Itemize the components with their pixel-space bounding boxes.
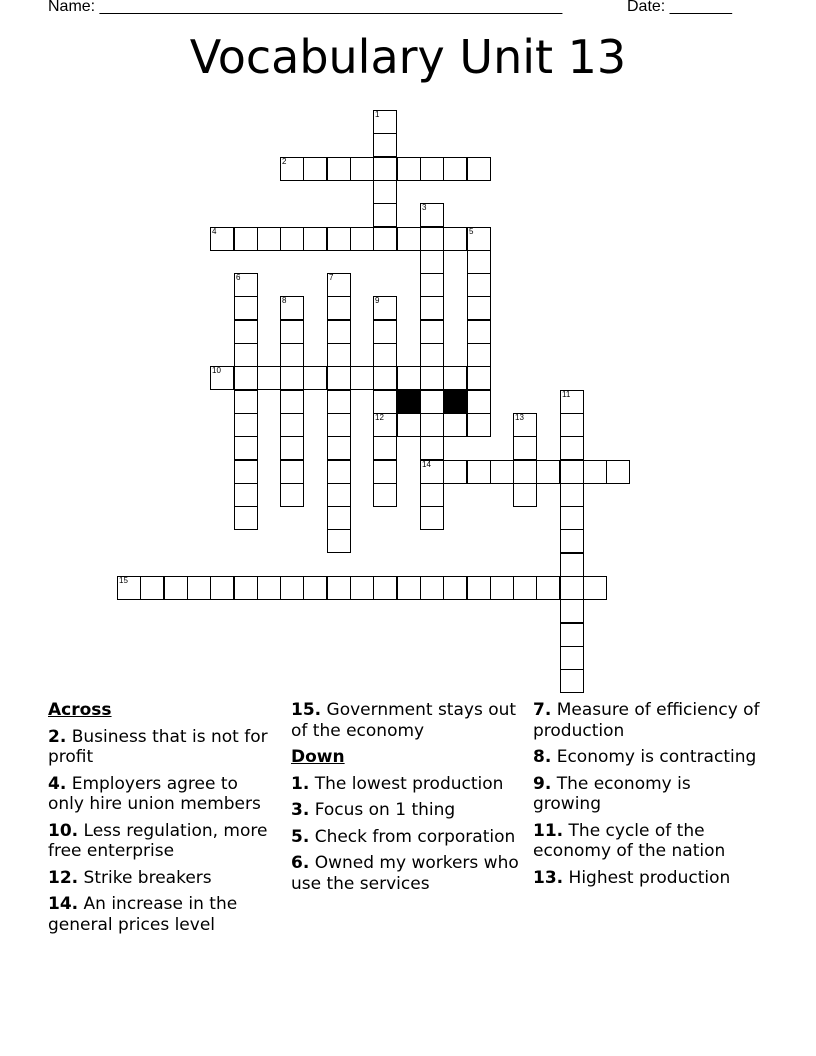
page-title: Vocabulary Unit 13 bbox=[189, 30, 627, 84]
grid-cell[interactable] bbox=[443, 413, 467, 437]
across-clue-list-continued bbox=[291, 700, 521, 741]
grid-cell[interactable] bbox=[490, 576, 514, 600]
clue-item bbox=[291, 827, 521, 848]
clue-item bbox=[48, 727, 278, 768]
grid-cell[interactable] bbox=[234, 227, 258, 251]
grid-cell[interactable] bbox=[303, 576, 327, 600]
grid-cell[interactable] bbox=[397, 157, 421, 181]
grid-cell[interactable] bbox=[280, 296, 304, 320]
grid-cell[interactable] bbox=[280, 436, 304, 460]
down-heading: Down bbox=[291, 747, 345, 767]
clues-column-1 bbox=[48, 700, 278, 941]
grid-cell[interactable] bbox=[467, 273, 491, 297]
clue-text: The economy is growing bbox=[533, 773, 691, 814]
clues-column-3 bbox=[533, 700, 763, 894]
grid-cell[interactable] bbox=[327, 296, 351, 320]
grid-cell[interactable] bbox=[420, 413, 444, 437]
grid-cell[interactable] bbox=[187, 576, 211, 600]
grid-cell[interactable] bbox=[397, 227, 421, 251]
grid-cell[interactable] bbox=[513, 413, 537, 437]
grid-cell[interactable] bbox=[373, 483, 397, 507]
grid-cell[interactable] bbox=[513, 576, 537, 600]
grid-cell[interactable] bbox=[373, 133, 397, 157]
clue-text: Strike breakers bbox=[83, 867, 212, 888]
grid-cell[interactable] bbox=[397, 576, 421, 600]
grid-cell[interactable] bbox=[420, 320, 444, 344]
clue-number: 7 bbox=[329, 273, 334, 282]
clue-number: 5 bbox=[469, 227, 474, 236]
grid-cell[interactable] bbox=[583, 576, 607, 600]
clue-text: Economy is contracting bbox=[556, 747, 757, 767]
grid-cell[interactable] bbox=[560, 576, 584, 600]
grid-cell[interactable] bbox=[467, 296, 491, 320]
grid-cell[interactable] bbox=[327, 157, 351, 181]
clue-item bbox=[533, 747, 763, 768]
grid-cell[interactable] bbox=[560, 646, 584, 670]
clue-text: Employers agree to only hire union members bbox=[48, 773, 261, 814]
grid-cell[interactable] bbox=[257, 366, 281, 390]
grid-cell[interactable] bbox=[373, 436, 397, 460]
grid-cell[interactable] bbox=[234, 390, 258, 414]
grid-cell[interactable] bbox=[327, 227, 351, 251]
clue-number-label: 2. bbox=[48, 726, 67, 747]
grid-cell[interactable] bbox=[327, 390, 351, 414]
grid-cell[interactable] bbox=[280, 227, 304, 251]
grid-cell[interactable] bbox=[443, 576, 467, 600]
grid-cell[interactable] bbox=[280, 320, 304, 344]
date-field-label: Date: _______ bbox=[627, 0, 732, 15]
grid-cell[interactable] bbox=[420, 296, 444, 320]
name-field-label: Name: ____________________________________________________ bbox=[48, 0, 563, 15]
grid-cell[interactable] bbox=[420, 227, 444, 251]
grid-cell[interactable] bbox=[490, 460, 514, 484]
clue-text: Business that is not for profit bbox=[48, 726, 268, 767]
clue-number-label: 15. bbox=[291, 700, 322, 720]
grid-cell[interactable] bbox=[560, 669, 584, 693]
grid-cell[interactable] bbox=[280, 576, 304, 600]
clue-text: Check from corporation bbox=[314, 826, 516, 847]
grid-cell[interactable] bbox=[210, 366, 234, 390]
grid-cell[interactable] bbox=[234, 460, 258, 484]
grid-cell[interactable] bbox=[443, 366, 467, 390]
clue-number-label: 7. bbox=[533, 700, 552, 720]
grid-cell[interactable] bbox=[327, 343, 351, 367]
grid-cell[interactable] bbox=[420, 483, 444, 507]
grid-cell[interactable] bbox=[327, 529, 351, 553]
grid-cell[interactable] bbox=[560, 529, 584, 553]
grid-cell[interactable] bbox=[303, 157, 327, 181]
grid-cell[interactable] bbox=[373, 110, 397, 134]
grid-cell[interactable] bbox=[583, 460, 607, 484]
grid-cell[interactable] bbox=[350, 227, 374, 251]
grid-cell[interactable] bbox=[420, 250, 444, 274]
down-clue-list-continued bbox=[533, 700, 763, 888]
clue-number: 9 bbox=[375, 296, 380, 305]
grid-cell[interactable] bbox=[443, 227, 467, 251]
grid-cell[interactable] bbox=[327, 460, 351, 484]
grid-cell[interactable] bbox=[164, 576, 188, 600]
clue-number: 8 bbox=[282, 296, 287, 305]
grid-cell[interactable] bbox=[140, 576, 164, 600]
grid-cell[interactable] bbox=[420, 203, 444, 227]
clue-item bbox=[533, 868, 763, 889]
grid-cell[interactable] bbox=[234, 343, 258, 367]
clue-number-label: 11. bbox=[533, 820, 564, 841]
across-heading: Across bbox=[48, 700, 112, 720]
grid-cell[interactable] bbox=[373, 227, 397, 251]
clue-number-label: 8. bbox=[533, 747, 552, 767]
clue-number: 1 bbox=[375, 110, 380, 119]
clue-item bbox=[48, 868, 278, 889]
grid-cell[interactable] bbox=[560, 506, 584, 530]
grid-cell[interactable] bbox=[373, 343, 397, 367]
grid-cell[interactable] bbox=[280, 460, 304, 484]
grid-cell[interactable] bbox=[397, 413, 421, 437]
grid-cell[interactable] bbox=[560, 599, 584, 623]
clue-number: 3 bbox=[422, 203, 427, 212]
grid-cell[interactable] bbox=[303, 366, 327, 390]
grid-cell[interactable] bbox=[560, 413, 584, 437]
grid-cell[interactable] bbox=[327, 436, 351, 460]
grid-cell[interactable] bbox=[234, 436, 258, 460]
grid-cell[interactable] bbox=[467, 576, 491, 600]
grid-cell[interactable] bbox=[536, 576, 560, 600]
clue-number: 12 bbox=[375, 413, 384, 422]
grid-cell[interactable] bbox=[373, 296, 397, 320]
clue-item bbox=[533, 774, 763, 815]
grid-cell[interactable] bbox=[560, 483, 584, 507]
grid-cell[interactable] bbox=[350, 576, 374, 600]
grid-cell[interactable] bbox=[234, 576, 258, 600]
grid-cell[interactable] bbox=[513, 436, 537, 460]
clue-number: 10 bbox=[212, 366, 221, 375]
grid-cell[interactable] bbox=[234, 483, 258, 507]
clue-text: An increase in the general prices level bbox=[48, 894, 238, 935]
clue-number: 11 bbox=[562, 390, 571, 399]
grid-cell[interactable] bbox=[420, 273, 444, 297]
clue-number: 15 bbox=[119, 576, 128, 585]
grid-cell[interactable] bbox=[373, 460, 397, 484]
grid-cell[interactable] bbox=[420, 343, 444, 367]
header-line bbox=[48, 0, 788, 18]
blocked-cell bbox=[397, 390, 421, 414]
grid-cell[interactable] bbox=[327, 320, 351, 344]
grid-cell[interactable] bbox=[210, 576, 234, 600]
grid-cell[interactable] bbox=[467, 227, 491, 251]
grid-cell[interactable] bbox=[117, 576, 141, 600]
grid-cell[interactable] bbox=[420, 366, 444, 390]
clue-item bbox=[533, 700, 763, 741]
grid-cell[interactable] bbox=[327, 273, 351, 297]
grid-cell[interactable] bbox=[280, 343, 304, 367]
clue-text: Measure of efficiency of production bbox=[533, 700, 760, 741]
grid-cell[interactable] bbox=[536, 460, 560, 484]
grid-cell[interactable] bbox=[373, 180, 397, 204]
grid-cell[interactable] bbox=[234, 320, 258, 344]
clue-number-label: 14. bbox=[48, 894, 79, 914]
clue-item bbox=[291, 774, 521, 795]
grid-cell[interactable] bbox=[234, 413, 258, 437]
grid-cell[interactable] bbox=[327, 366, 351, 390]
clue-number-label: 4. bbox=[48, 773, 67, 794]
grid-cell[interactable] bbox=[373, 413, 397, 437]
grid-cell[interactable] bbox=[443, 460, 467, 484]
grid-cell[interactable] bbox=[467, 366, 491, 390]
grid-cell[interactable] bbox=[420, 506, 444, 530]
grid-cell[interactable] bbox=[513, 483, 537, 507]
grid-cell[interactable] bbox=[560, 436, 584, 460]
grid-cell[interactable] bbox=[280, 483, 304, 507]
grid-cell[interactable] bbox=[420, 460, 444, 484]
grid-cell[interactable] bbox=[327, 576, 351, 600]
down-clue-list bbox=[291, 774, 521, 895]
grid-cell[interactable] bbox=[373, 203, 397, 227]
clue-item bbox=[291, 800, 521, 821]
grid-cell[interactable] bbox=[280, 390, 304, 414]
grid-cell[interactable] bbox=[350, 157, 374, 181]
grid-cell[interactable] bbox=[210, 227, 234, 251]
clue-item bbox=[48, 894, 278, 935]
grid-cell[interactable] bbox=[467, 320, 491, 344]
clue-item bbox=[291, 853, 521, 894]
clue-text: Government stays out of the economy bbox=[291, 700, 517, 741]
grid-cell[interactable] bbox=[234, 366, 258, 390]
grid-cell[interactable] bbox=[373, 576, 397, 600]
grid-cell[interactable] bbox=[280, 157, 304, 181]
grid-cell[interactable] bbox=[234, 296, 258, 320]
grid-cell[interactable] bbox=[257, 227, 281, 251]
clue-text: The lowest production bbox=[314, 773, 504, 794]
clue-number: 4 bbox=[212, 227, 217, 236]
clue-item bbox=[48, 774, 278, 815]
clue-text: The cycle of the economy of the nation bbox=[533, 820, 726, 861]
grid-cell[interactable] bbox=[280, 413, 304, 437]
grid-cell[interactable] bbox=[420, 576, 444, 600]
across-clue-list bbox=[48, 727, 278, 936]
clue-number-label: 10. bbox=[48, 820, 79, 841]
clue-item bbox=[533, 821, 763, 862]
clue-number-label: 12. bbox=[48, 867, 79, 888]
clue-number: 13 bbox=[515, 413, 524, 422]
grid-cell[interactable] bbox=[560, 460, 584, 484]
grid-cell[interactable] bbox=[467, 157, 491, 181]
grid-cell[interactable] bbox=[606, 460, 630, 484]
clue-number: 6 bbox=[236, 273, 241, 282]
clue-number-label: 5. bbox=[291, 826, 310, 847]
clues-column-2 bbox=[291, 700, 521, 900]
grid-cell[interactable] bbox=[350, 366, 374, 390]
grid-cell[interactable] bbox=[420, 157, 444, 181]
grid-cell[interactable] bbox=[560, 623, 584, 647]
clue-number-label: 1. bbox=[291, 773, 310, 794]
blocked-cell bbox=[443, 390, 467, 414]
grid-cell[interactable] bbox=[373, 320, 397, 344]
grid-cell[interactable] bbox=[257, 576, 281, 600]
grid-cell[interactable] bbox=[373, 390, 397, 414]
grid-cell[interactable] bbox=[327, 483, 351, 507]
grid-cell[interactable] bbox=[420, 390, 444, 414]
clue-number-label: 6. bbox=[291, 853, 310, 873]
clue-text: Focus on 1 thing bbox=[314, 800, 456, 820]
clue-number-label: 3. bbox=[291, 800, 310, 820]
grid-cell[interactable] bbox=[443, 157, 467, 181]
grid-cell[interactable] bbox=[327, 506, 351, 530]
grid-cell[interactable] bbox=[234, 273, 258, 297]
grid-cell[interactable] bbox=[560, 390, 584, 414]
grid-cell[interactable] bbox=[280, 366, 304, 390]
grid-cell[interactable] bbox=[327, 413, 351, 437]
clue-number-label: 13. bbox=[533, 867, 564, 888]
grid-cell[interactable] bbox=[303, 227, 327, 251]
grid-cell[interactable] bbox=[420, 436, 444, 460]
grid-cell[interactable] bbox=[467, 413, 491, 437]
grid-cell[interactable] bbox=[397, 366, 421, 390]
clue-item bbox=[291, 700, 521, 741]
clue-text: Owned my workers who use the services bbox=[291, 853, 519, 894]
grid-cell[interactable] bbox=[467, 460, 491, 484]
clue-number: 2 bbox=[282, 157, 287, 166]
grid-cell[interactable] bbox=[467, 390, 491, 414]
grid-cell[interactable] bbox=[467, 343, 491, 367]
grid-cell[interactable] bbox=[513, 460, 537, 484]
clue-item bbox=[48, 821, 278, 862]
grid-cell[interactable] bbox=[234, 506, 258, 530]
grid-cell[interactable] bbox=[373, 366, 397, 390]
grid-cell[interactable] bbox=[560, 553, 584, 577]
clue-text: Less regulation, more free enterprise bbox=[48, 820, 268, 861]
clue-text: Highest production bbox=[568, 867, 731, 888]
grid-cell[interactable] bbox=[373, 157, 397, 181]
clue-number-label: 9. bbox=[533, 773, 552, 794]
grid-cell[interactable] bbox=[467, 250, 491, 274]
clue-number: 14 bbox=[422, 460, 431, 469]
